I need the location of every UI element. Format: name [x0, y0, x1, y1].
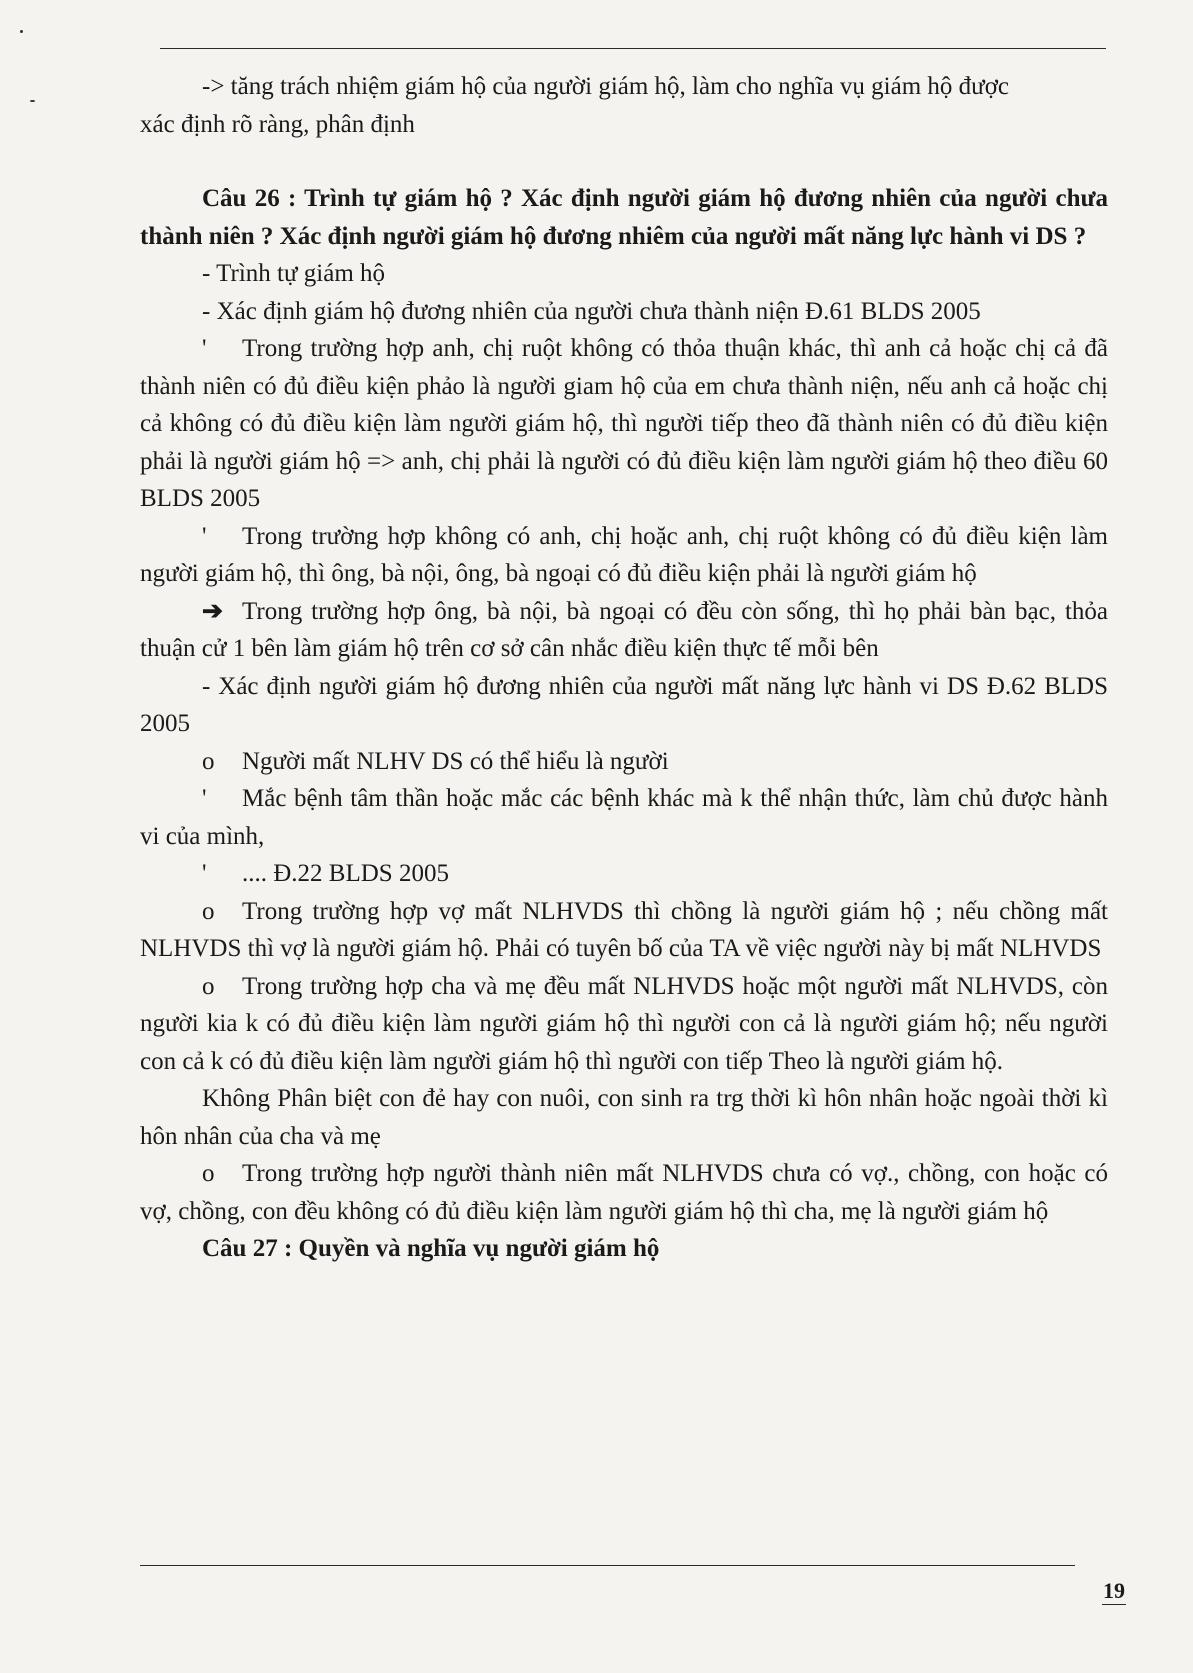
list-item-incapacity-guardian: - Xác định người giám hộ đương nhiên của người mất năng lực hành vi DS Đ.62 BLDS 2005	[140, 672, 1108, 737]
header-rule	[160, 48, 1106, 49]
arrow-right-icon: ➔	[202, 597, 223, 625]
circle-item	[140, 968, 1108, 1081]
circle-item-text: Trong trường hợp vợ mất NLHVDS thì chồng là người giám hộ ; nếu chồng mất NLHVDS thì vợ là người giám hộ. Phải có tuyên bố của TA về việc người này bị mất NLHVDS	[140, 897, 1108, 962]
tick-item-text: Trong trường hợp anh, chị ruột không có thỏa thuận khác, thì anh cả hoặc chị cả đã thành niên có đủ điều kiện phảo là người giam hộ của em chưa thành niện, nếu anh cả hoặc chị cả không có đủ điều kiện làm người giám hộ, thì người tiếp theo đã thành niên có đủ điều kiện phải là người giám hộ => anh, chị phải là người có đủ điều kiện làm người giám hộ theo điều 60 BLDS 2005	[140, 335, 1108, 512]
tick-marker: '	[202, 860, 207, 887]
tick-marker: '	[202, 335, 207, 362]
question-27-heading: Câu 27 : Quyền và nghĩa vụ người giám hộ	[202, 1235, 660, 1262]
paragraph: -> tăng trách nhiệm giám hộ của người giám hộ, làm cho nghĩa vụ giám hộ được	[202, 73, 1010, 100]
page-number: 19	[1103, 1578, 1125, 1603]
circle-marker: o	[202, 972, 215, 1000]
tick-item-text: Mắc bệnh tâm thần hoặc mắc các bệnh khác mà k thể nhận thức, làm chủ được hành vi của mình,	[140, 785, 1108, 850]
circle-item-text: Trong trường hợp người thành niên mất NLHVDS chưa có vợ., chồng, con hoặc có vợ, chồng, con đều không có đủ điều kiện làm người giám hộ thì cha, mẹ là người giám hộ	[140, 1160, 1108, 1225]
note-paragraph: Không Phân biệt con đẻ hay con nuôi, con sinh ra trg thời kì hôn nhân hoặc ngoài thời kì hôn nhân của cha và mẹ	[140, 1085, 1108, 1150]
circle-item	[140, 893, 1108, 968]
circle-marker: o	[202, 1160, 215, 1187]
arrow-item-text: Trong trường hợp ông, bà nội, bà ngoại có đều còn sống, thì họ phải bàn bạc, thỏa thuận cử 1 bên làm giám hộ trên cơ sở cân nhắc điều kiện thực tế mỗi bên	[140, 597, 1108, 662]
circle-item	[140, 743, 1108, 781]
footer-rule	[140, 1565, 1075, 1566]
tick-marker: '	[202, 522, 207, 550]
circle-item-text: Trong trường hợp cha và mẹ đều mất NLHVDS hoặc một người mất NLHVDS, còn người kia k có đủ điều kiện làm người giám hộ thì người con cả là người giám hộ; nếu người con cả k có đủ điều kiện làm người giám hộ thì người con tiếp Theo là người giám hộ.	[140, 972, 1108, 1075]
tick-item	[140, 780, 1108, 855]
list-item-minor-guardian: - Xác định giám hộ đương nhiên của người chưa thành niện Đ.61 BLDS 2005	[202, 297, 981, 325]
tick-item-text: .... Đ.22 BLDS 2005	[242, 860, 449, 887]
scan-speck	[20, 30, 23, 33]
tick-item	[140, 330, 1108, 518]
page-body	[140, 68, 1108, 1268]
circle-item	[140, 1155, 1108, 1230]
paragraph: xác định rõ ràng, phân định	[140, 110, 415, 138]
list-item-order: - Trình tự giám hộ	[202, 260, 386, 287]
circle-item-text: Người mất NLHV DS có thể hiểu là người	[242, 747, 669, 775]
tick-item	[140, 518, 1108, 593]
question-26-heading: Câu 26 : Trình tự giám hộ ? Xác định người giám hộ đương nhiên của người chưa thành niên ? Xác định người giám hộ đương nhiêm của người mất năng lực hành vi DS ?	[140, 185, 1108, 250]
arrow-item	[140, 593, 1108, 668]
scan-speck	[30, 100, 35, 102]
tick-marker: '	[202, 785, 207, 812]
circle-marker: o	[202, 747, 215, 775]
tick-item	[140, 855, 1108, 893]
tick-item-text: Trong trường hợp không có anh, chị hoặc anh, chị ruột không có đủ điều kiện làm người giám hộ, thì ông, bà nội, ông, bà ngoại có đủ điều kiện phải là người giám hộ	[140, 522, 1108, 587]
circle-marker: o	[202, 897, 215, 925]
